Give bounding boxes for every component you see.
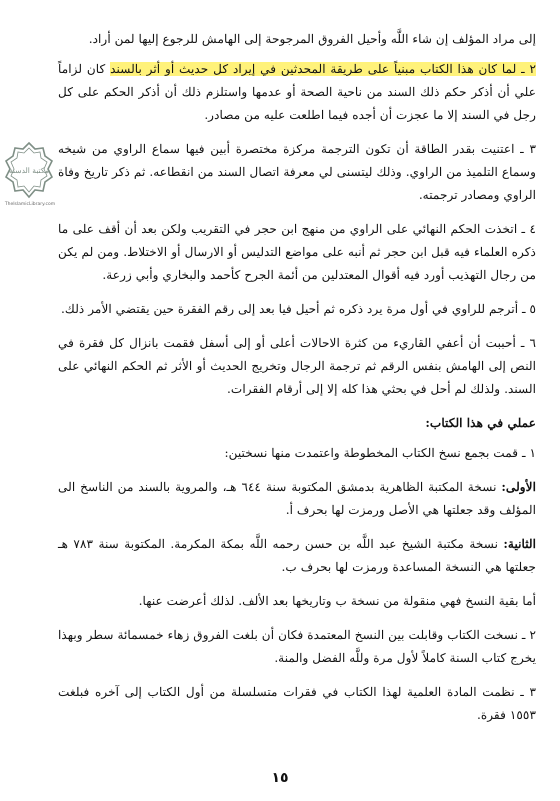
second-copy-text: نسخة مكتبة الشيخ عبد اللَّه بن حسن رحمه اللَّه بمكة المكرمة. المكتوبة سنة ٧٨٣ هـ جعلتها هي النسخة المساعدة ورمزت لها بحرف ب. — [58, 537, 536, 574]
first-copy-text: نسخة المكتبة الظاهرية بدمشق المكتوبة سنة ٦٤٤ هـ، والمروية بالسند من الناسخ الى المؤلف وقد جعلتها هي الأصل ورمزت لها بحرف أ. — [58, 480, 536, 517]
page-number: ١٥ — [271, 770, 289, 786]
work-heading: عملي في هذا الكتاب: — [425, 416, 536, 430]
paragraph-2 — [58, 58, 536, 127]
paragraph-5: ٥ ـ أترجم للراوي في أول مرة يرد ذكره ثم أحيل فيا بعد إلى رقم الفقرة حين يقتضي الأمر ذلك. — [61, 302, 536, 316]
paragraph-2-rest: كان لزاماً علي أن أذكر حكم ذلك السند من ناحية الصحة أو عدمها واستلزم ذلك أن أذكر الحكم على كل رجل في السند إلا ما عجزت أن أجده فيما اطلعت عليه من مصادر. — [58, 62, 536, 122]
first-copy — [58, 476, 536, 522]
first-copy-label: الأولى: — [501, 480, 536, 494]
intro-line: إلى مراد المؤلف إن شاء اللَّه وأحيل الفروق المرجوحة إلى الهامش للرجوع إليها لمن أراد. — [88, 32, 536, 46]
work-item-2: ٢ ـ نسخت الكتاب وقابلت بين النسخ المعتمدة فكان أن بلغت الفروق زهاء خمسمائة سطر وبهذا يخرج كتاب السنة كاملاً لأول مرة وللَّه الفضل والمنة. — [58, 628, 536, 665]
svg-text:مكتبة الدسنة: مكتبة الدسنة — [9, 166, 49, 175]
remaining-copies: أما بقية النسخ فهي منقولة من نسخة ب وتاريخها بعد الألف. لذلك أعرضت عنها. — [138, 594, 536, 608]
second-copy — [58, 533, 536, 579]
library-seal-icon — [4, 141, 54, 201]
work-item-3: ٣ ـ نظمت المادة العلمية لهذا الكتاب في فقرات متسلسلة من أول الكتاب إلى آخره فبلغت ١٥٥٣ فقرة. — [58, 685, 536, 722]
paragraph-4: ٤ ـ اتخذت الحكم النهائي على الراوي من منهج ابن حجر في التقريب ولكن بعد أن أقف على ما ذكره العلماء فيه قبل ابن حجر ثم أنبه على مواضع التدليس أو الارسال أو الاختلاط. ومن لم يكن من رجال التهذيب أورد فيه أقوال المعتدلين من أئمة الجرح كأحمد والبخاري وأبي زرعة. — [58, 222, 536, 282]
library-url: TheIslamicLibrary.com — [4, 202, 56, 207]
second-copy-label: الثانية: — [503, 537, 537, 551]
paragraph-3: ٣ ـ اعتنيت بقدر الطاقة أن تكون الترجمة مركزة مختصرة أبين فيها سماع الراوي من شيخه وسماع التلميذ من الراوي. وذلك ليتسنى لي معرفة اتصال السند من انقطاعه. ثم ذكر تاريخ وفاة الراوي ومصادر ترجمته. — [58, 142, 536, 202]
highlighted-text: ٢ ـ لما كان هذا الكتاب مبنياً على طريقة المحدثين في إيراد كل حديث أو أثر بالسند — [110, 62, 536, 76]
page-body — [58, 28, 536, 738]
work-item-1: ١ ـ قمت بجمع نسخ الكتاب المخطوطة واعتمدت منها نسختين: — [224, 446, 536, 460]
paragraph-6: ٦ ـ أحببت أن أعفي القاريء من كثرة الاحالات أعلى أو إلى أسفل فقمت بانزال كل فقرة في النص إلى الهامش بنفس الرقم ثم ترجمة الرجال وتخريج الحديث أو الأثر ثم الحكم النهائي على السند. ولذلك لم أحل في بحثي هذا كله إلا إلى أرقام الفقرات. — [58, 336, 536, 396]
